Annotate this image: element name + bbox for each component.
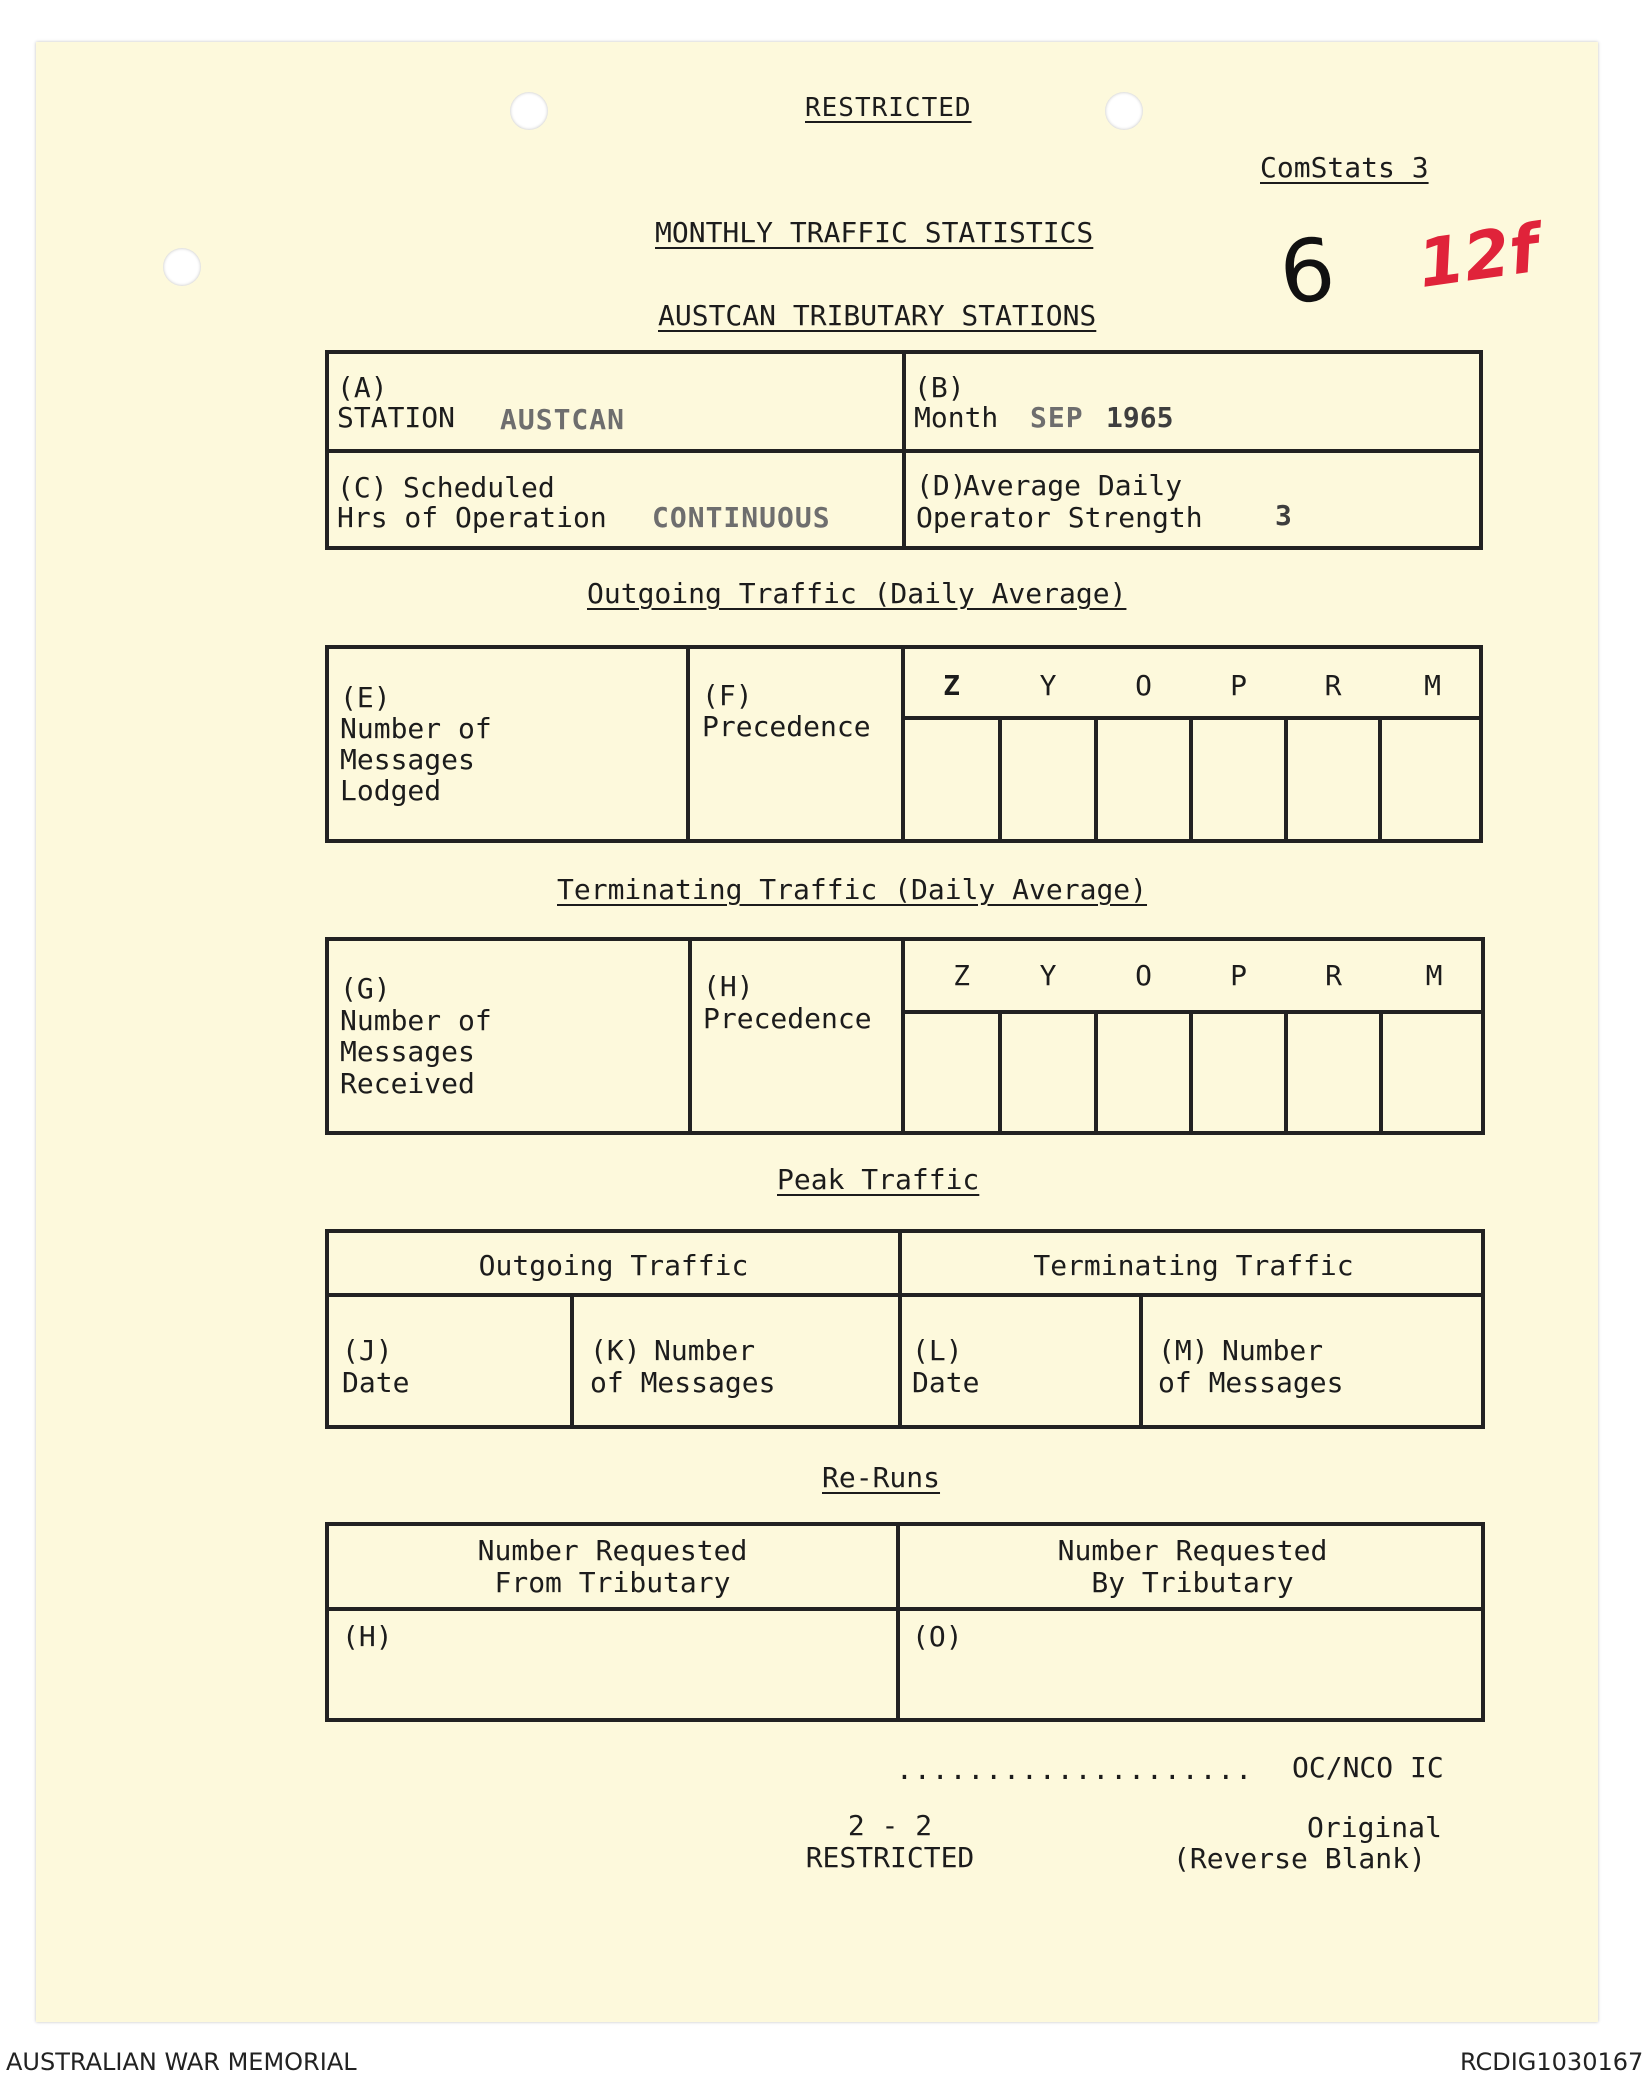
precedence-o: O [1135, 669, 1152, 702]
reruns-from-label-2: From Tributary [494, 1566, 731, 1599]
peak-outgoing-label: Outgoing Traffic [478, 1249, 749, 1282]
precedence-z: Z [953, 959, 970, 992]
divider [686, 645, 690, 843]
field-e-code: (E) [340, 681, 391, 714]
field-k-label-1: Number [654, 1334, 756, 1367]
divider [901, 1010, 1485, 1014]
reruns-from-code: (H) [342, 1620, 393, 1653]
field-k-label-2: of Messages [590, 1366, 776, 1399]
divider [998, 1010, 1002, 1135]
page-number: 2 - 2 [847, 1809, 933, 1842]
divider [1284, 716, 1288, 843]
peak-heading: Peak Traffic [777, 1163, 980, 1196]
reruns-by-code: (O) [912, 1620, 963, 1653]
form-id: ComStats 3 [1260, 151, 1429, 184]
divider [1094, 1010, 1098, 1135]
outgoing-heading: Outgoing Traffic (Daily Average) [587, 577, 1127, 610]
field-e-label-3: Lodged [340, 774, 442, 807]
signature-label: OC/NCO IC [1292, 1751, 1444, 1784]
field-g-label-1: Number of [340, 1004, 492, 1037]
precedence-r: R [1324, 669, 1342, 702]
field-m-code: (M) [1158, 1334, 1209, 1367]
peak-terminating-label: Terminating Traffic [1033, 1249, 1354, 1282]
terminating-heading: Terminating Traffic (Daily Average) [557, 873, 1148, 906]
precedence-y: Y [1039, 959, 1057, 992]
precedence-o: O [1135, 959, 1152, 992]
handwritten-red-mark: 12f [1413, 209, 1544, 304]
reverse-blank-label: (Reverse Blank) [1173, 1842, 1426, 1875]
operator-strength-value: 3 [1275, 499, 1292, 532]
divider [570, 1293, 574, 1429]
punch-hole [163, 248, 201, 286]
punch-hole [1105, 92, 1143, 130]
precedence-y: Y [1039, 669, 1057, 702]
hours-value: CONTINUOUS [652, 501, 831, 534]
archive-footer-left: AUSTRALIAN WAR MEMORIAL [6, 2048, 357, 2076]
original-label: Original [1307, 1811, 1442, 1844]
signature-dots: .................... [896, 1753, 1254, 1786]
field-f-code: (F) [702, 679, 753, 712]
punch-hole [510, 92, 548, 130]
field-d-label-2: Operator Strength [916, 501, 1203, 534]
divider [325, 1607, 1485, 1611]
precedence-p: P [1230, 959, 1247, 992]
precedence-p: P [1230, 669, 1247, 702]
page-subtitle: AUSTCAN TRIBUTARY STATIONS [658, 299, 1097, 332]
archive-footer-right: RCDIG1030167 [1460, 2048, 1644, 2076]
field-f-label: Precedence [702, 710, 871, 743]
field-a-label: STATION [337, 401, 456, 434]
field-k-code: (K) [590, 1334, 641, 1367]
field-a-code: (A) [337, 371, 388, 404]
divider [1379, 1010, 1383, 1135]
page-title: MONTHLY TRAFFIC STATISTICS [655, 216, 1094, 249]
field-m-label-2: of Messages [1158, 1366, 1344, 1399]
divider [325, 1293, 1485, 1297]
divider [901, 937, 905, 1135]
reruns-heading: Re-Runs [822, 1461, 941, 1494]
field-d-code: (D) [916, 469, 967, 502]
month-value: SEP [1030, 401, 1084, 434]
precedence-z: Z [943, 669, 960, 702]
reruns-from-label-1: Number Requested [477, 1534, 748, 1567]
field-g-code: (G) [340, 972, 391, 1005]
field-e-label-2: Messages [340, 743, 475, 776]
field-l-code: (L) [912, 1334, 963, 1367]
divider [1189, 716, 1193, 843]
field-g-label-2: Messages [340, 1035, 475, 1068]
precedence-m: M [1424, 669, 1441, 702]
divider [1094, 716, 1098, 843]
field-l-label: Date [912, 1366, 980, 1399]
divider [325, 449, 1483, 453]
handwritten-number: 6 [1274, 219, 1340, 325]
divider [998, 716, 1002, 843]
field-j-label: Date [342, 1366, 410, 1399]
divider [1378, 716, 1382, 843]
precedence-r: R [1325, 959, 1342, 992]
precedence-m: M [1425, 959, 1443, 992]
field-d-label-1: Average Daily [963, 469, 1183, 502]
divider [1139, 1293, 1143, 1429]
reruns-by-label-1: Number Requested [1057, 1534, 1328, 1567]
field-h-label: Precedence [703, 1002, 872, 1035]
field-j-code: (J) [342, 1334, 393, 1367]
restricted-top: RESTRICTED [805, 93, 972, 123]
field-b-label: Month [914, 401, 999, 434]
field-c-label-1: Scheduled [403, 471, 555, 504]
divider [1284, 1010, 1288, 1135]
field-c-code: (C) [337, 471, 388, 504]
field-m-label-1: Number [1222, 1334, 1324, 1367]
field-e-label-1: Number of [340, 712, 492, 745]
field-b-code: (B) [914, 371, 965, 404]
divider [688, 937, 692, 1135]
field-g-label-3: Received [340, 1067, 475, 1100]
station-value: AUSTCAN [500, 403, 626, 436]
divider [1189, 1010, 1193, 1135]
restricted-bottom: RESTRICTED [805, 1841, 975, 1874]
reruns-by-label-2: By Tributary [1091, 1566, 1294, 1599]
year-value: 1965 [1106, 401, 1174, 434]
field-h-code: (H) [703, 970, 754, 1003]
field-c-label-2: Hrs of Operation [337, 501, 607, 534]
